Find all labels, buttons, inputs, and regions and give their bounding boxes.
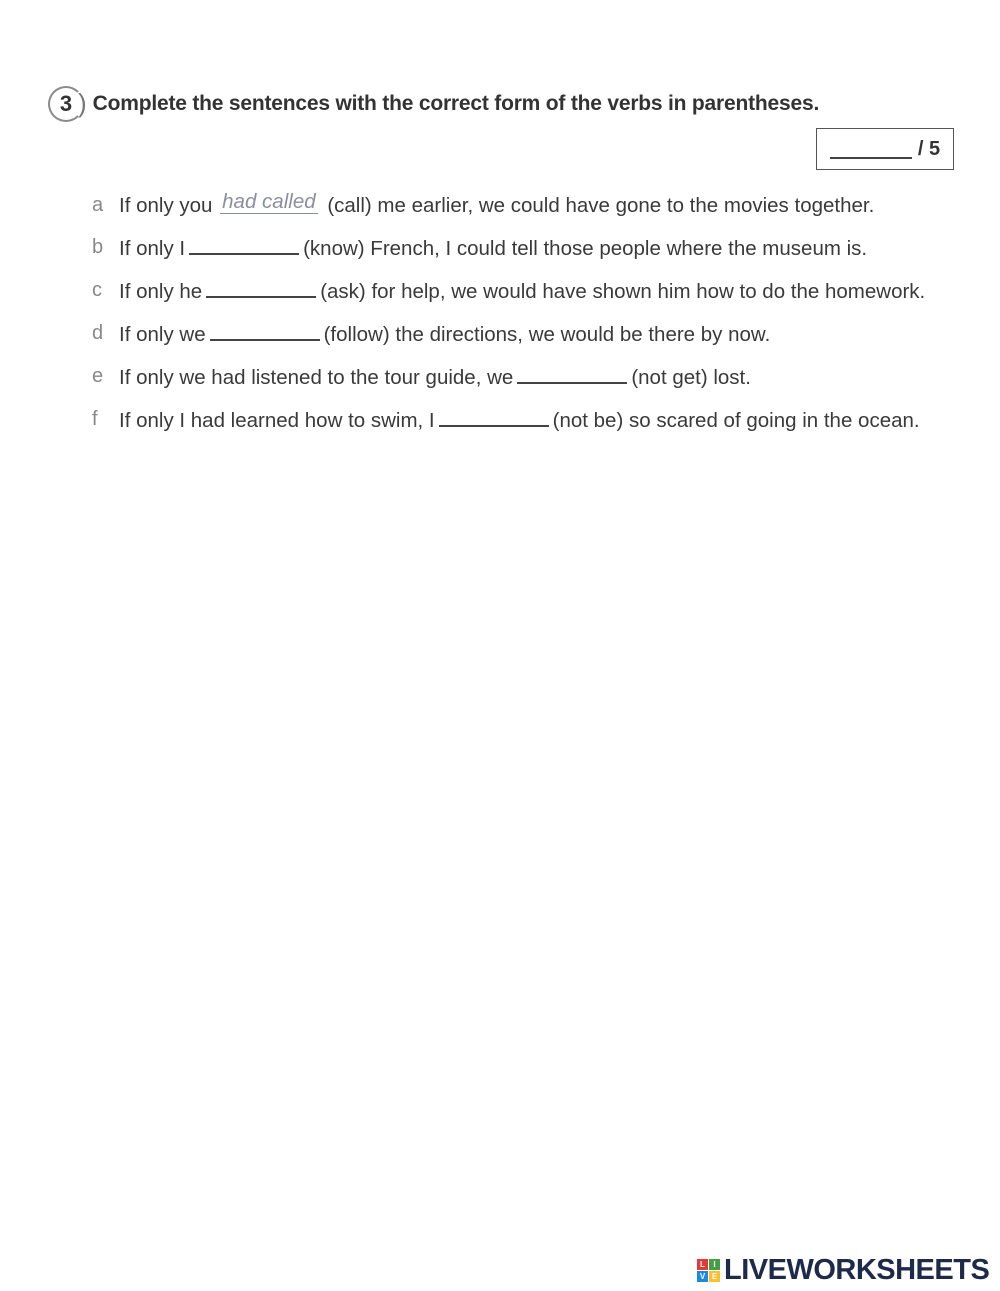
item-text <box>119 192 972 219</box>
answer-blank-b[interactable] <box>189 234 299 255</box>
score-input[interactable] <box>830 139 912 159</box>
list-item <box>92 277 972 305</box>
exercise-instruction: Complete the sentences with the correct form of the verbs in parentheses. <box>92 92 820 115</box>
example-answer: had called <box>222 190 316 213</box>
list-item <box>92 192 972 219</box>
item-text-before: If only you <box>119 194 213 217</box>
logo-mark-letter: L <box>697 1259 708 1270</box>
score-box <box>816 128 954 170</box>
item-text-before: If only I had learned how to swim, I <box>119 409 435 432</box>
item-text-after: (know) French, I could tell those people where the museum is. <box>303 237 868 260</box>
logo-mark-letter: I <box>709 1259 720 1270</box>
item-text <box>119 406 972 434</box>
answer-blank-f[interactable] <box>439 406 549 427</box>
list-item <box>92 406 972 434</box>
item-text-before: If only we had listened to the tour guide, we <box>119 366 514 389</box>
item-text <box>119 234 972 262</box>
exercise-number-bracket-icon: ) <box>78 87 87 118</box>
item-text-after: (call) me earlier, we could have gone to the movies together. <box>327 194 875 217</box>
sentence-list <box>92 192 972 449</box>
answer-blank-d[interactable] <box>210 320 320 341</box>
item-text-after: (follow) the directions, we would be there by now. <box>323 323 771 346</box>
score-total: / 5 <box>917 137 941 160</box>
item-letter: e <box>92 365 104 387</box>
list-item <box>92 320 972 348</box>
item-text-after: (not get) lost. <box>631 366 751 389</box>
item-text-after: (ask) for help, we would have shown him how to do the homework. <box>320 280 926 303</box>
item-text-before: If only we <box>119 323 206 346</box>
logo-mark-letter: V <box>697 1271 708 1282</box>
logo-mark-letter: E <box>709 1271 720 1282</box>
list-item <box>92 234 972 262</box>
item-text <box>119 277 972 305</box>
item-letter: f <box>92 408 98 430</box>
item-text-after: (not be) so scared of going in the ocean. <box>552 409 920 432</box>
item-text-before: If only he <box>119 280 203 303</box>
item-letter: b <box>92 236 104 258</box>
item-text-before: If only I <box>119 237 186 260</box>
liveworksheets-logo <box>697 1254 989 1287</box>
logo-text: LIVEWORKSHEETS <box>724 1254 990 1286</box>
list-item <box>92 363 972 391</box>
item-text <box>119 363 972 391</box>
item-letter: c <box>92 279 102 301</box>
exercise-number: 3 <box>59 91 73 116</box>
item-text <box>119 320 972 348</box>
item-letter: a <box>92 194 104 216</box>
answer-blank-c[interactable] <box>206 277 316 298</box>
logo-mark-icon <box>697 1259 720 1282</box>
exercise-header <box>48 86 819 122</box>
answer-blank-e[interactable] <box>517 363 627 384</box>
item-letter: d <box>92 322 104 344</box>
